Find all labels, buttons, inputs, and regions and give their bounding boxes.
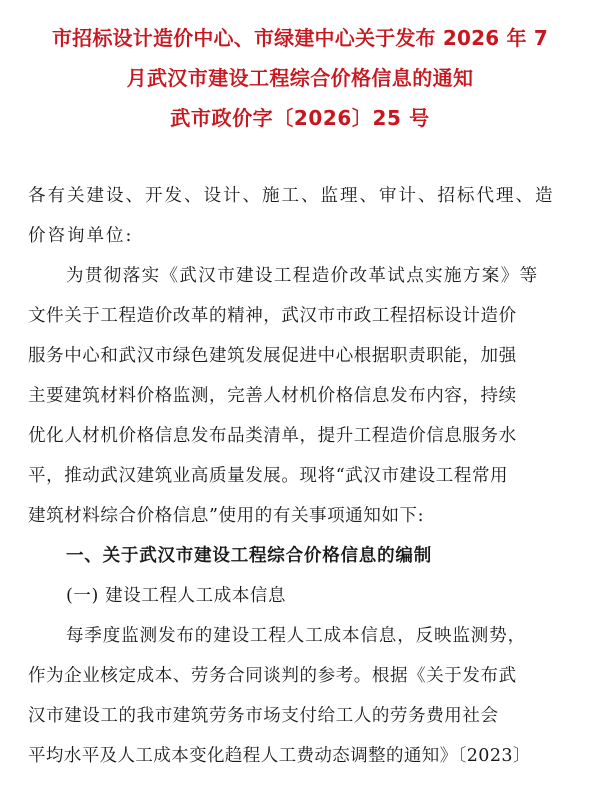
section-heading-2: (一) 建设工程人工成本信息	[66, 586, 287, 606]
paragraph-1-line-4: 主要建筑材料价格监测，完善人材机价格信息发布内容，持续	[28, 386, 517, 406]
paragraph-2-line-1: 每季度监测发布的建设工程人工成本信息，反映监测势，	[66, 626, 526, 646]
paragraph-2-line-3: 汉市建设工的我市建筑劳务市场支付给工人的劳务费用社会	[28, 706, 499, 726]
paragraph-1-line-3: 服务中心和武汉市绿色建筑发展促进中心根据职责职能，加强	[28, 346, 517, 366]
notice-title	[0, 18, 600, 138]
section-heading-1: 一、关于武汉市建设工程综合价格信息的编制	[66, 546, 432, 566]
paragraph-1-line-6: 平，推动武汉建筑业高质量发展。现将“武汉市建设工程常用	[28, 466, 509, 486]
salutation-line-2: 价咨询单位:	[28, 226, 134, 246]
paragraph-1-line-5: 优化人材机价格信息发布品类清单，提升工程造价信息服务水	[28, 426, 517, 446]
title-line-1: 市招标设计造价中心、市绿建中心关于发布 2026 年 7	[51, 26, 549, 50]
paragraph-1-line-2: 文件关于工程造价改革的精神，武汉市市政工程招标设计造价	[28, 306, 517, 326]
document-number: 武市政价字〔2026〕25 号	[170, 106, 430, 130]
paragraph-2-line-4: 平均水平及人工成本变化趋程人工费动态调整的通知》〔2023〕	[28, 746, 531, 766]
title-line-2: 月武汉市建设工程综合价格信息的通知	[126, 66, 474, 90]
paragraph-1-line-7: 建筑材料综合价格信息”使用的有关事项通知如下:	[28, 506, 425, 526]
paragraph-2-line-2: 作为企业核定成本、劳务合同谈判的参考。根据《关于发布武	[28, 666, 517, 686]
paragraph-1-line-1: 为贯彻落实《武汉市建设工程造价改革试点实施方案》等	[66, 266, 539, 286]
salutation-line-1: 各有关建设、开发、设计、施工、监理、审计、招标代理、造	[28, 186, 555, 206]
